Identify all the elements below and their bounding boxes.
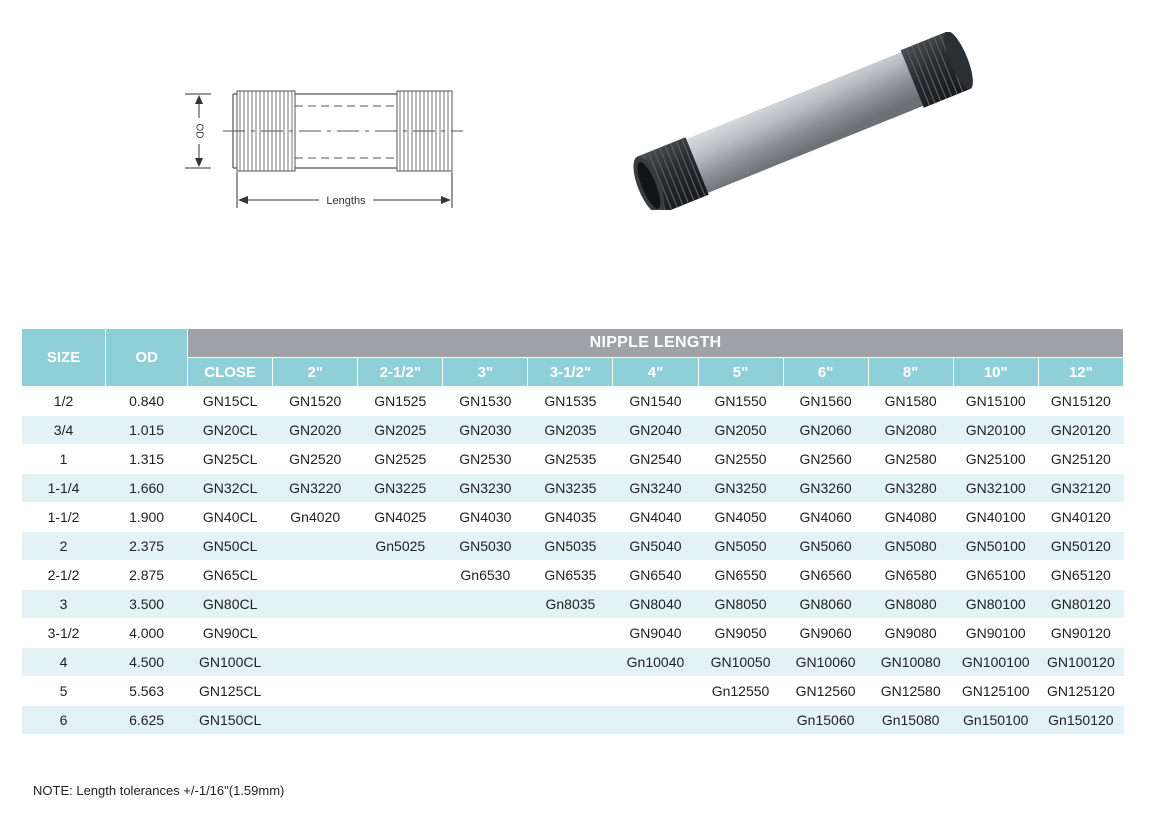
od-dimension-label: OD	[193, 123, 205, 139]
part-number-cell: GN5040	[613, 532, 698, 561]
header-length: CLOSE	[188, 358, 273, 387]
table-row	[22, 619, 1124, 648]
length-dimension-label: Lengths	[326, 195, 366, 207]
od-cell: 0.840	[106, 387, 188, 416]
part-number-cell: GN4080	[868, 503, 953, 532]
table-row	[22, 648, 1124, 677]
part-number-cell: GN90120	[1038, 619, 1123, 648]
od-cell: 5.563	[106, 677, 188, 706]
part-number-cell: Gn4020	[273, 503, 358, 532]
header-length: 3"	[443, 358, 528, 387]
size-cell: 5	[22, 677, 106, 706]
part-number-cell	[443, 648, 528, 677]
header-length: 3-1/2"	[528, 358, 613, 387]
part-number-cell: GN6550	[698, 561, 783, 590]
od-cell: 1.015	[106, 416, 188, 445]
od-cell: 4.500	[106, 648, 188, 677]
part-number-cell: GN2530	[443, 445, 528, 474]
part-number-cell: Gn15080	[868, 706, 953, 735]
header-length: 6"	[783, 358, 868, 387]
part-number-cell: GN8060	[783, 590, 868, 619]
part-number-cell: GN5035	[528, 532, 613, 561]
part-number-cell: GN50CL	[188, 532, 273, 561]
od-cell: 6.625	[106, 706, 188, 735]
nipple-spec-table	[21, 328, 1124, 734]
part-number-cell: GN2035	[528, 416, 613, 445]
part-number-cell: GN90CL	[188, 619, 273, 648]
part-number-cell: GN20CL	[188, 416, 273, 445]
part-number-cell: GN2520	[273, 445, 358, 474]
size-cell: 2-1/2	[22, 561, 106, 590]
part-number-cell: GN25100	[953, 445, 1038, 474]
part-number-cell: GN9060	[783, 619, 868, 648]
part-number-cell: GN125100	[953, 677, 1038, 706]
part-number-cell: GN8040	[613, 590, 698, 619]
part-number-cell	[443, 677, 528, 706]
part-number-cell: GN10050	[698, 648, 783, 677]
table-row	[22, 706, 1124, 735]
part-number-cell: GN9040	[613, 619, 698, 648]
header-length: 12"	[1038, 358, 1123, 387]
part-number-cell: GN10060	[783, 648, 868, 677]
part-number-cell: GN3220	[273, 474, 358, 503]
part-number-cell: GN9080	[868, 619, 953, 648]
size-cell: 3	[22, 590, 106, 619]
part-number-cell: GN32120	[1038, 474, 1123, 503]
size-cell: 2	[22, 532, 106, 561]
size-cell: 6	[22, 706, 106, 735]
od-cell: 2.375	[106, 532, 188, 561]
table-row	[22, 445, 1124, 474]
part-number-cell: GN2525	[358, 445, 443, 474]
size-cell: 1-1/4	[22, 474, 106, 503]
part-number-cell: GN2025	[358, 416, 443, 445]
part-number-cell	[443, 706, 528, 735]
part-number-cell	[528, 677, 613, 706]
size-cell: 4	[22, 648, 106, 677]
part-number-cell: GN3260	[783, 474, 868, 503]
part-number-cell: GN3225	[358, 474, 443, 503]
size-cell: 3-1/2	[22, 619, 106, 648]
part-number-cell: GN1535	[528, 387, 613, 416]
part-number-cell	[273, 561, 358, 590]
part-number-cell: GN2560	[783, 445, 868, 474]
part-number-cell: GN1525	[358, 387, 443, 416]
part-number-cell: GN15120	[1038, 387, 1123, 416]
part-number-cell: GN100CL	[188, 648, 273, 677]
part-number-cell: GN4050	[698, 503, 783, 532]
part-number-cell: GN80CL	[188, 590, 273, 619]
part-number-cell: GN2580	[868, 445, 953, 474]
part-number-cell: Gn5025	[358, 532, 443, 561]
part-number-cell: GN4060	[783, 503, 868, 532]
part-number-cell: GN5050	[698, 532, 783, 561]
part-number-cell: Gn10040	[613, 648, 698, 677]
part-number-cell	[443, 590, 528, 619]
header-length: 2"	[273, 358, 358, 387]
part-number-cell: Gn12550	[698, 677, 783, 706]
od-cell: 2.875	[106, 561, 188, 590]
part-number-cell: GN1520	[273, 387, 358, 416]
part-number-cell: GN9050	[698, 619, 783, 648]
part-number-cell	[358, 619, 443, 648]
table-row	[22, 590, 1124, 619]
part-number-cell: GN25120	[1038, 445, 1123, 474]
part-number-cell: GN3280	[868, 474, 953, 503]
part-number-cell: GN1550	[698, 387, 783, 416]
part-number-cell	[613, 677, 698, 706]
part-number-cell: GN1530	[443, 387, 528, 416]
part-number-cell	[273, 677, 358, 706]
part-number-cell	[613, 706, 698, 735]
nipple-product-image	[622, 32, 984, 210]
nipple-dimension-drawing	[185, 80, 475, 215]
part-number-cell: GN3240	[613, 474, 698, 503]
part-number-cell	[273, 532, 358, 561]
table-row	[22, 503, 1124, 532]
od-cell: 1.315	[106, 445, 188, 474]
tolerance-note: NOTE: Length tolerances +/-1/16"(1.59mm)	[33, 783, 285, 798]
table-row	[22, 561, 1124, 590]
part-number-cell: GN2535	[528, 445, 613, 474]
table-row	[22, 677, 1124, 706]
header-od: OD	[106, 329, 188, 387]
part-number-cell: GN32100	[953, 474, 1038, 503]
part-number-cell: GN2060	[783, 416, 868, 445]
part-number-cell: GN8080	[868, 590, 953, 619]
part-number-cell: GN125CL	[188, 677, 273, 706]
part-number-cell: Gn6530	[443, 561, 528, 590]
part-number-cell	[358, 648, 443, 677]
part-number-cell: GN2540	[613, 445, 698, 474]
part-number-cell: GN8050	[698, 590, 783, 619]
part-number-cell: GN80120	[1038, 590, 1123, 619]
part-number-cell: GN20100	[953, 416, 1038, 445]
part-number-cell: GN3250	[698, 474, 783, 503]
part-number-cell: GN4030	[443, 503, 528, 532]
part-number-cell	[443, 619, 528, 648]
part-number-cell: GN100120	[1038, 648, 1123, 677]
part-number-cell: GN65CL	[188, 561, 273, 590]
part-number-cell: GN5080	[868, 532, 953, 561]
part-number-cell: GN40CL	[188, 503, 273, 532]
table-row	[22, 532, 1124, 561]
part-number-cell: GN6535	[528, 561, 613, 590]
part-number-cell: GN2040	[613, 416, 698, 445]
header-nipple-length: NIPPLE LENGTH	[188, 329, 1124, 358]
part-number-cell: GN32CL	[188, 474, 273, 503]
part-number-cell: GN6560	[783, 561, 868, 590]
part-number-cell	[528, 648, 613, 677]
part-number-cell: GN65100	[953, 561, 1038, 590]
header-length: 5"	[698, 358, 783, 387]
part-number-cell: GN6580	[868, 561, 953, 590]
part-number-cell	[358, 561, 443, 590]
part-number-cell: GN3235	[528, 474, 613, 503]
part-number-cell: GN6540	[613, 561, 698, 590]
part-number-cell: GN12560	[783, 677, 868, 706]
part-number-cell: Gn150120	[1038, 706, 1123, 735]
part-number-cell: GN5030	[443, 532, 528, 561]
part-number-cell: GN4040	[613, 503, 698, 532]
part-number-cell: GN50120	[1038, 532, 1123, 561]
part-number-cell: GN80100	[953, 590, 1038, 619]
part-number-cell: GN15CL	[188, 387, 273, 416]
table-row	[22, 387, 1124, 416]
part-number-cell: GN2550	[698, 445, 783, 474]
part-number-cell: GN15100	[953, 387, 1038, 416]
part-number-cell: GN90100	[953, 619, 1038, 648]
part-number-cell	[358, 590, 443, 619]
part-number-cell	[528, 619, 613, 648]
part-number-cell: Gn150100	[953, 706, 1038, 735]
od-cell: 3.500	[106, 590, 188, 619]
size-cell: 1/2	[22, 387, 106, 416]
table-row	[22, 416, 1124, 445]
part-number-cell: GN1580	[868, 387, 953, 416]
part-number-cell: GN150CL	[188, 706, 273, 735]
part-number-cell: GN4025	[358, 503, 443, 532]
part-number-cell	[273, 706, 358, 735]
part-number-cell: Gn15060	[783, 706, 868, 735]
part-number-cell: GN125120	[1038, 677, 1123, 706]
part-number-cell	[698, 706, 783, 735]
size-cell: 1-1/2	[22, 503, 106, 532]
part-number-cell: GN65120	[1038, 561, 1123, 590]
part-number-cell	[273, 590, 358, 619]
part-number-cell	[528, 706, 613, 735]
part-number-cell: GN100100	[953, 648, 1038, 677]
part-number-cell: GN4035	[528, 503, 613, 532]
header-length: 4"	[613, 358, 698, 387]
part-number-cell	[273, 648, 358, 677]
part-number-cell: GN40120	[1038, 503, 1123, 532]
header-length: 2-1/2"	[358, 358, 443, 387]
part-number-cell: GN2050	[698, 416, 783, 445]
size-cell: 1	[22, 445, 106, 474]
header-length: 10"	[953, 358, 1038, 387]
part-number-cell: GN50100	[953, 532, 1038, 561]
part-number-cell: GN2030	[443, 416, 528, 445]
header-size: SIZE	[22, 329, 106, 387]
part-number-cell: GN12580	[868, 677, 953, 706]
od-cell: 1.900	[106, 503, 188, 532]
part-number-cell: GN40100	[953, 503, 1038, 532]
part-number-cell: GN1540	[613, 387, 698, 416]
part-number-cell: GN5060	[783, 532, 868, 561]
part-number-cell: GN2020	[273, 416, 358, 445]
od-cell: 4.000	[106, 619, 188, 648]
od-cell: 1.660	[106, 474, 188, 503]
part-number-cell: GN20120	[1038, 416, 1123, 445]
part-number-cell: GN1560	[783, 387, 868, 416]
size-cell: 3/4	[22, 416, 106, 445]
part-number-cell: Gn8035	[528, 590, 613, 619]
part-number-cell: GN2080	[868, 416, 953, 445]
part-number-cell: GN10080	[868, 648, 953, 677]
part-number-cell: GN25CL	[188, 445, 273, 474]
part-number-cell	[358, 706, 443, 735]
table-row	[22, 474, 1124, 503]
part-number-cell	[273, 619, 358, 648]
part-number-cell	[358, 677, 443, 706]
header-length: 8"	[868, 358, 953, 387]
part-number-cell: GN3230	[443, 474, 528, 503]
